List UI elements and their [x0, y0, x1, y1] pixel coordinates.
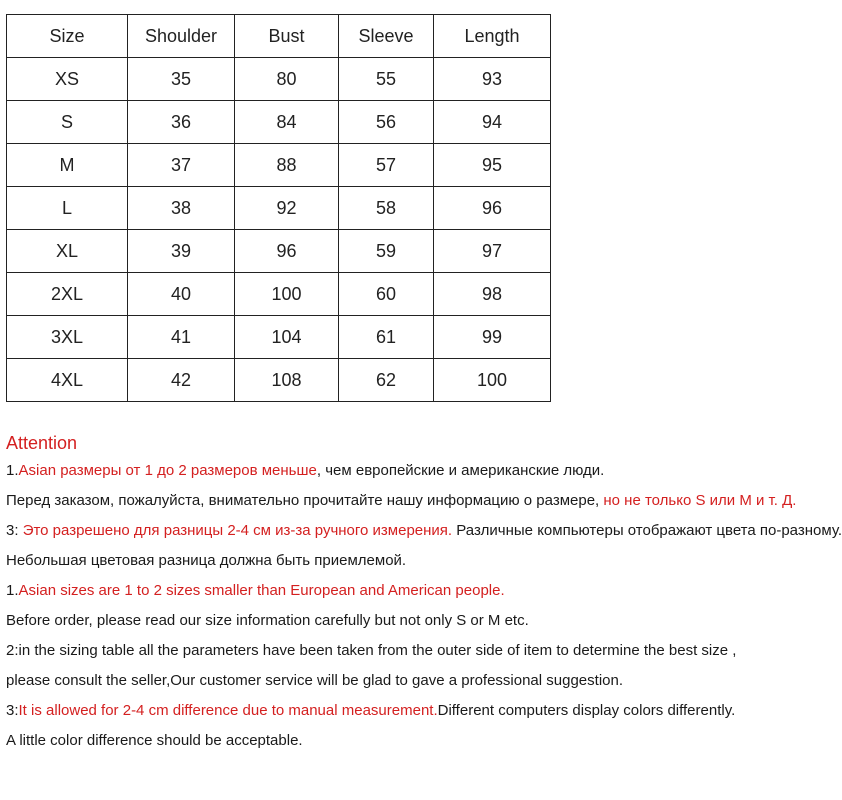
table-cell: 108 — [235, 359, 339, 402]
table-cell: 80 — [235, 58, 339, 101]
table-cell: 42 — [128, 359, 235, 402]
table-cell: 93 — [434, 58, 551, 101]
note-ru-4: Небольшая цветовая разница должна быть приемлемой. — [6, 552, 407, 569]
table-cell: 98 — [434, 273, 551, 316]
size-chart-body — [7, 58, 551, 402]
note-text: , чем европейские и американские люди. — [316, 462, 605, 479]
table-cell: 88 — [235, 144, 339, 187]
table-cell: 60 — [339, 273, 434, 316]
note-en-5 — [6, 696, 796, 726]
note-ru-2 — [6, 486, 796, 516]
note-highlight: Asian размеры от 1 до 2 размеров меньше — [18, 462, 317, 479]
table-cell: 61 — [339, 316, 434, 359]
table-row — [7, 144, 551, 187]
note-ru-1 — [6, 456, 796, 486]
table-cell: 97 — [434, 230, 551, 273]
table-cell: 95 — [434, 144, 551, 187]
note-en-1 — [6, 576, 796, 606]
size-chart-header-row — [7, 15, 551, 58]
table-cell: 39 — [128, 230, 235, 273]
table-cell: 84 — [235, 101, 339, 144]
table-row — [7, 316, 551, 359]
table-row — [7, 58, 551, 101]
note-highlight: It is allowed for 2-4 cm difference due to manual measurement. — [18, 702, 438, 719]
note-highlight: но не только S или M и т. Д. — [603, 492, 797, 509]
table-cell: 96 — [235, 230, 339, 273]
column-header: Length — [434, 15, 551, 58]
table-cell: 55 — [339, 58, 434, 101]
table-cell: XS — [7, 58, 128, 101]
note-en-6: A little color difference should be acceptable. — [6, 732, 303, 749]
table-cell: S — [7, 101, 128, 144]
table-cell: L — [7, 187, 128, 230]
table-cell: 94 — [434, 101, 551, 144]
table-row — [7, 187, 551, 230]
note-en-3: 2:in the sizing table all the parameters have been taken from the outer side of item to determine the best size , — [6, 642, 737, 659]
table-cell: 57 — [339, 144, 434, 187]
table-row — [7, 230, 551, 273]
table-cell: 62 — [339, 359, 434, 402]
table-row — [7, 273, 551, 316]
table-cell: 59 — [339, 230, 434, 273]
table-row — [7, 101, 551, 144]
note-prefix: 3: — [6, 522, 23, 539]
table-cell: 104 — [235, 316, 339, 359]
table-cell: 92 — [235, 187, 339, 230]
table-cell: 2XL — [7, 273, 128, 316]
table-cell: 99 — [434, 316, 551, 359]
note-en-2: Before order, please read our size information carefully but not only S or M etc. — [6, 612, 529, 629]
table-cell: 40 — [128, 273, 235, 316]
column-header: Size — [7, 15, 128, 58]
table-cell: 56 — [339, 101, 434, 144]
table-cell: 100 — [235, 273, 339, 316]
table-cell: 41 — [128, 316, 235, 359]
note-prefix: 3: — [6, 702, 19, 719]
note-highlight: Asian sizes are 1 to 2 sizes smaller than European and American people. — [18, 582, 505, 599]
note-prefix: 1. — [6, 582, 19, 599]
note-en-4: please consult the seller,Our customer service will be glad to gave a professional suggestion. — [6, 672, 623, 689]
note-ru-3 — [6, 516, 842, 546]
attention-notes — [6, 430, 842, 756]
table-cell: 4XL — [7, 359, 128, 402]
table-cell: 38 — [128, 187, 235, 230]
table-cell: 96 — [434, 187, 551, 230]
note-prefix: 1. — [6, 462, 19, 479]
table-cell: 36 — [128, 101, 235, 144]
column-header: Bust — [235, 15, 339, 58]
table-cell: M — [7, 144, 128, 187]
table-cell: XL — [7, 230, 128, 273]
column-header: Shoulder — [128, 15, 235, 58]
table-row — [7, 359, 551, 402]
column-header: Sleeve — [339, 15, 434, 58]
table-cell: 35 — [128, 58, 235, 101]
table-cell: 58 — [339, 187, 434, 230]
table-cell: 37 — [128, 144, 235, 187]
table-cell: 3XL — [7, 316, 128, 359]
note-text: Different computers display colors differently. — [437, 702, 736, 719]
note-text: Перед заказом, пожалуйста, внимательно прочитайте нашу информацию о размере, — [6, 492, 604, 509]
note-highlight: Это разрешено для разницы 2-4 см из-за ручного измерения. — [22, 522, 453, 539]
note-text: Различные компьютеры отображают цвета по-разному. — [452, 522, 842, 539]
table-cell: 100 — [434, 359, 551, 402]
size-chart-table — [6, 14, 551, 402]
attention-title: Attention — [6, 433, 78, 453]
